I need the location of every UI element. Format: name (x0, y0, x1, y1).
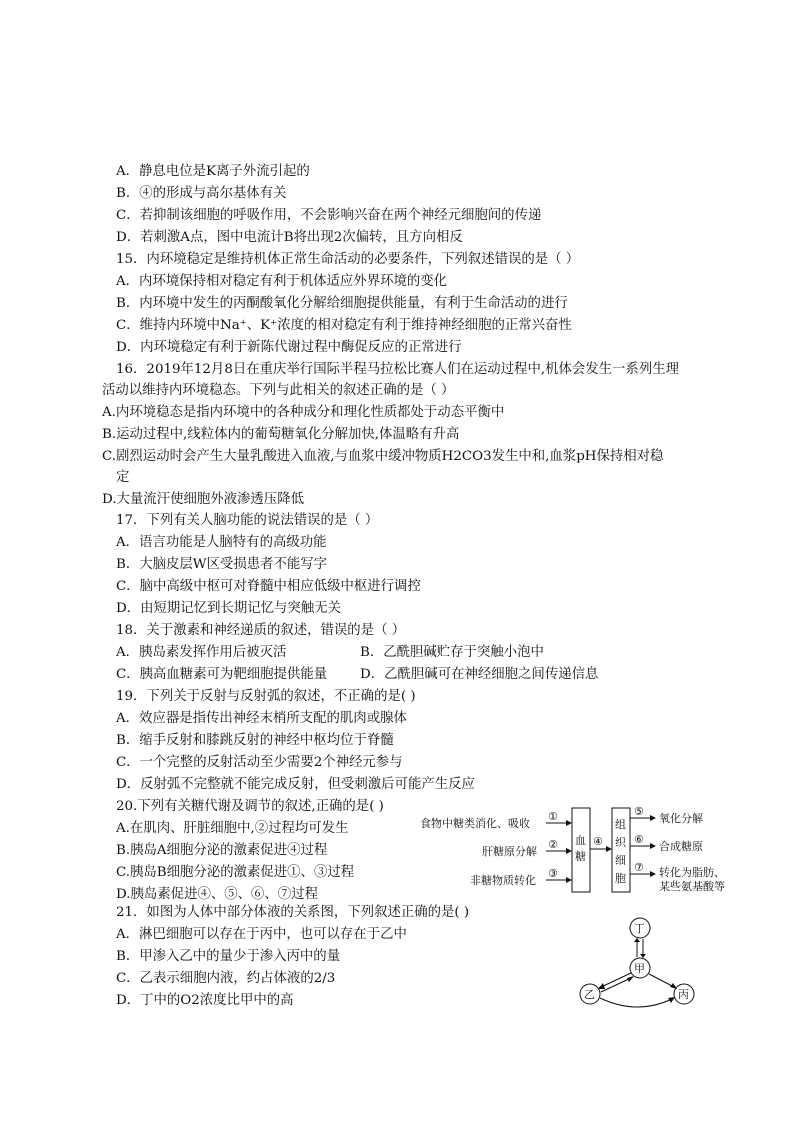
q20-stem: 20.下列有关糖代谢及调节的叙述,正确的是( ) (116, 799, 384, 814)
q18-option-d: D．乙酰胆碱可在神经细胞之间传递信息 (360, 667, 599, 682)
q21-option-d: D．丁中的O2浓度比甲中的高 (116, 993, 294, 1008)
blood-sugar-char1: 血 (575, 834, 586, 847)
output-fat-conversion-line2: 某些氨基酸等 (659, 880, 725, 893)
step-5-label: ⑤ (634, 805, 644, 818)
step-1-label: ① (548, 810, 558, 823)
output-fat-conversion-line1: 转化为脂肪、 (659, 866, 725, 879)
node-yi-label: 乙 (584, 988, 595, 1001)
q18-option-b: B．乙酰胆碱贮存于突触小泡中 (360, 645, 544, 660)
node-jia-label: 甲 (634, 962, 645, 975)
q20-option-a: A.在肌肉、肝脏细胞中,②过程均可发生 (116, 821, 349, 836)
body-fluid-diagram (574, 916, 724, 1008)
q19-stem: 19．下列关于反射与反射弧的叙述，不正确的是( ) (116, 689, 416, 704)
q15-option-c: C．维持内环境中Na⁺、K⁺浓度的相对稳定有利于维持神经细胞的正常兴奋性 (116, 318, 572, 333)
q19-option-a: A．效应器是指传出神经末梢所支配的肌肉或腺体 (116, 711, 407, 726)
source-non-sugar-conversion: 非糖物质转化 (470, 874, 536, 887)
q18-option-a: A．胰岛素发挥作用后被灭活 (116, 645, 287, 660)
q21-option-b: B．甲渗入乙中的量少于渗入丙中的量 (116, 949, 341, 964)
q18-stem: 18．关于激素和神经递质的叙述，错误的是（ ） (116, 623, 406, 638)
q16-stem-line1: 16．2019年12月8日在重庆举行国际半程马拉松比赛人们在运动过程中,机体会发生一系列生理 (116, 362, 679, 377)
blood-sugar-char2: 糖 (575, 850, 586, 863)
tissue-cell-char2: 织 (615, 836, 626, 849)
tissue-cell-char4: 胞 (615, 872, 626, 885)
q15-option-a: A．内环境保持相对稳定有利于机体适应外界环境的变化 (116, 274, 448, 289)
node-bing-label: 丙 (678, 988, 689, 1001)
output-glycogen-synthesis: 合成糖原 (659, 840, 703, 853)
q20-option-c: C.胰岛B细胞分泌的激素促进①、③过程 (116, 865, 355, 880)
q18-option-c: C．胰高血糖素可为靶细胞提供能量 (116, 667, 328, 682)
q16-option-b: B.运动过程中,线粒体内的葡萄糖氧化分解加快,体温略有升高 (102, 427, 460, 442)
source-food-digestion: 食物中糖类消化、吸收 (420, 817, 530, 830)
q19-option-b: B．缩手反射和膝跳反射的神经中枢均位于脊髓 (116, 733, 394, 748)
q15-stem: 15．内环境稳定是维持机体正常生命活动的必要条件，下列叙述错误的是（ ） (116, 252, 580, 267)
q14-option-c: C．若抑制该细胞的呼吸作用，不会影响兴奋在两个神经元细胞间的传递 (116, 208, 542, 223)
step-6-label: ⑥ (634, 833, 644, 846)
q21-option-c: C．乙表示细胞内液，约占体液的2/3 (116, 971, 336, 986)
q21-option-a: A．淋巴细胞可以存在于丙中，也可以存在于乙中 (116, 927, 407, 942)
tissue-cell-char1: 组 (615, 818, 626, 831)
sugar-metabolism-diagram (420, 804, 740, 896)
q16-option-d: D.大量流汗使细胞外液渗透压降低 (102, 492, 304, 507)
q14-option-d: D．若刺激A点，图中电流计B将出现2次偏转，且方向相反 (116, 230, 463, 245)
step-3-label: ③ (548, 867, 558, 880)
q14-option-a: A．静息电位是K离子外流引起的 (116, 164, 310, 179)
q19-option-d: D．反射弧不完整就不能完成反射，但受刺激后可能产生反应 (116, 777, 475, 792)
q17-option-b: B．大脑皮层W区受损患者不能写字 (116, 557, 328, 572)
q14-option-b: B．④的形成与高尔基体有关 (116, 186, 287, 201)
tissue-cell-char3: 细 (615, 854, 626, 867)
q15-option-d: D．内环境稳定有利于新陈代谢过程中酶促反应的正常进行 (116, 340, 462, 355)
source-glycogen-breakdown: 肝糖原分解 (482, 845, 537, 858)
step-4-label: ④ (593, 835, 603, 848)
q15-option-b: B．内环境中发生的丙酮酸氧化分解给细胞提供能量，有利于生命活动的进行 (116, 296, 568, 311)
q17-stem: 17．下列有关人脑功能的说法错误的是（ ） (116, 513, 379, 528)
node-ding-label: 丁 (634, 922, 645, 935)
q17-option-d: D．由短期记忆到长期记忆与突触无关 (116, 601, 341, 616)
q17-option-c: C．脑中高级中枢可对脊髓中相应低级中枢进行调控 (116, 579, 421, 594)
q20-option-d: D.胰岛素促进④、⑤、⑥、⑦过程 (116, 887, 318, 902)
q16-option-c-line2: 定 (116, 470, 130, 485)
q19-option-c: C．一个完整的反射活动至少需要2个神经元参与 (116, 755, 403, 770)
q16-stem-line2: 活动以维持内环境稳态。下列与此相关的叙述正确的是（ ） (102, 383, 455, 398)
q16-option-c-line1: C.剧烈运动时会产生大量乳酸进入血液,与血浆中缓冲物质H2CO3发生中和,血浆pH保持相对稳 (102, 449, 664, 464)
q20-option-b: B.胰岛A细胞分泌的激素促进④过程 (116, 843, 328, 858)
q16-option-a: A.内环境稳态是指内环境中的各种成分和理化性质都处于动态平衡中 (102, 405, 505, 420)
step-2-label: ② (548, 838, 558, 851)
q21-stem: 21．如图为人体中部分体液的关系图，下列叙述正确的是( ) (116, 905, 470, 920)
output-oxidation: 氧化分解 (659, 812, 703, 825)
step-7-label: ⑦ (634, 861, 644, 874)
q17-option-a: A．语言功能是人脑特有的高级功能 (116, 535, 327, 550)
